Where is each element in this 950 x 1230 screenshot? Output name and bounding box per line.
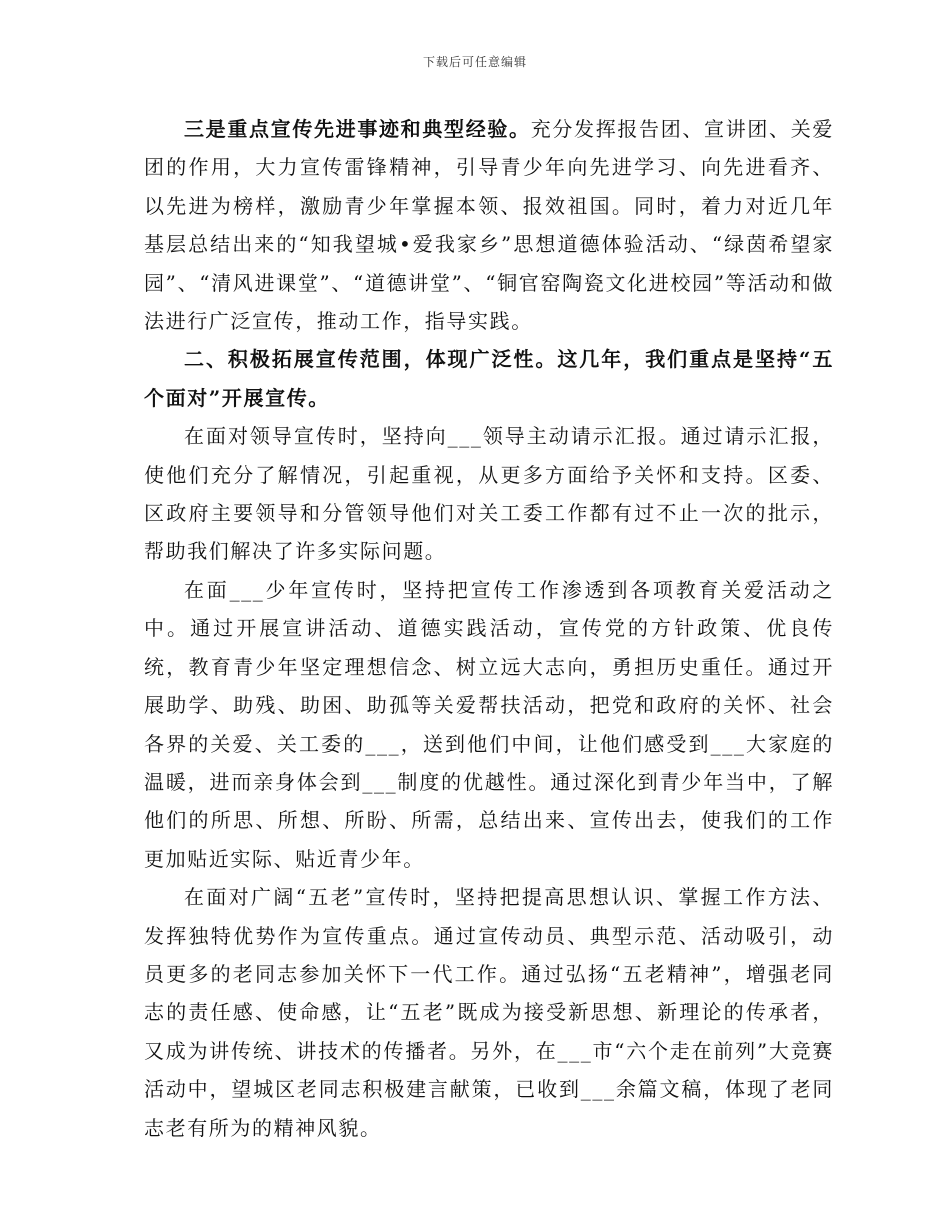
paragraph-typical-experience [144, 110, 834, 340]
paragraph-five-elders: 在面对广阔“五老”宣传时，坚持把提高思想认识、掌握工作方法、发挥独特优势作为宣传重点。通过宣传动员、典型示范、活动吸引，动员更多的老同志参加关怀下一代工作。通过弘扬“五老精神”，增强老同志的责任感、使命感，让“五老”既成为接受新思想、新理论的传承者，又成为讲传统、讲技术的传播者。另外，在___市“六个走在前列”大竞赛活动中，望城区老同志积极建言献策，已收到___余篇文稿，体现了老同志老有所为的精神风貌。 [144, 885, 834, 1140]
section-heading-two: 二、积极拓展宣传范围，体现广泛性。这几年，我们重点是坚持“五个面对”开展宣传。 [144, 347, 834, 410]
page-header-note: 下载后可任意编辑 [422, 55, 527, 69]
paragraph-lead-bold: 三是重点宣传先进事迹和典型经验。 [184, 117, 531, 141]
document-body [144, 110, 834, 1147]
paragraph-text: 充分发挥报告团、宣讲团、关爱团的作用，大力宣传雷锋精神，引导青少年向先进学习、向先进看齐、以先进为榜样，激励青少年掌握本领、报效祖国。同时，着力对近几年基层总结出来的“知我望城•爱我家乡”思想道德体验活动、“绿茵希望家园”、“清风进课堂”、“道德讲堂”、“铜官窑陶瓷文化进校园”等活动和做法进行广泛宣传，推动工作，指导实践。 [144, 117, 834, 334]
paragraph-leaders: 在面对领导宣传时，坚持向___领导主动请示汇报。通过请示汇报，使他们充分了解情况，引起重视，从更多方面给予关怀和支持。区委、区政府主要领导和分管领导他们对关工委工作都有过不止一次的批示，帮助我们解决了许多实际问题。 [144, 424, 834, 564]
paragraph-youth: 在面___少年宣传时，坚持把宣传工作渗透到各项教育关爱活动之中。通过开展宣讲活动、道德实践活动，宣传党的方针政策、优良传统，教育青少年坚定理想信念、树立远大志向，勇担历史重任。通过开展助学、助残、助困、助孤等关爱帮扶活动，把党和政府的关怀、社会各界的关爱、关工委的___，送到他们中间，让他们感受到___大家庭的温暖，进而亲身体会到___制度的优越性。通过深化到青少年当中，了解他们的所思、所想、所盼、所需，总结出来、宣传出去，使我们的工作更加贴近实际、贴近青少年。 [144, 577, 834, 871]
